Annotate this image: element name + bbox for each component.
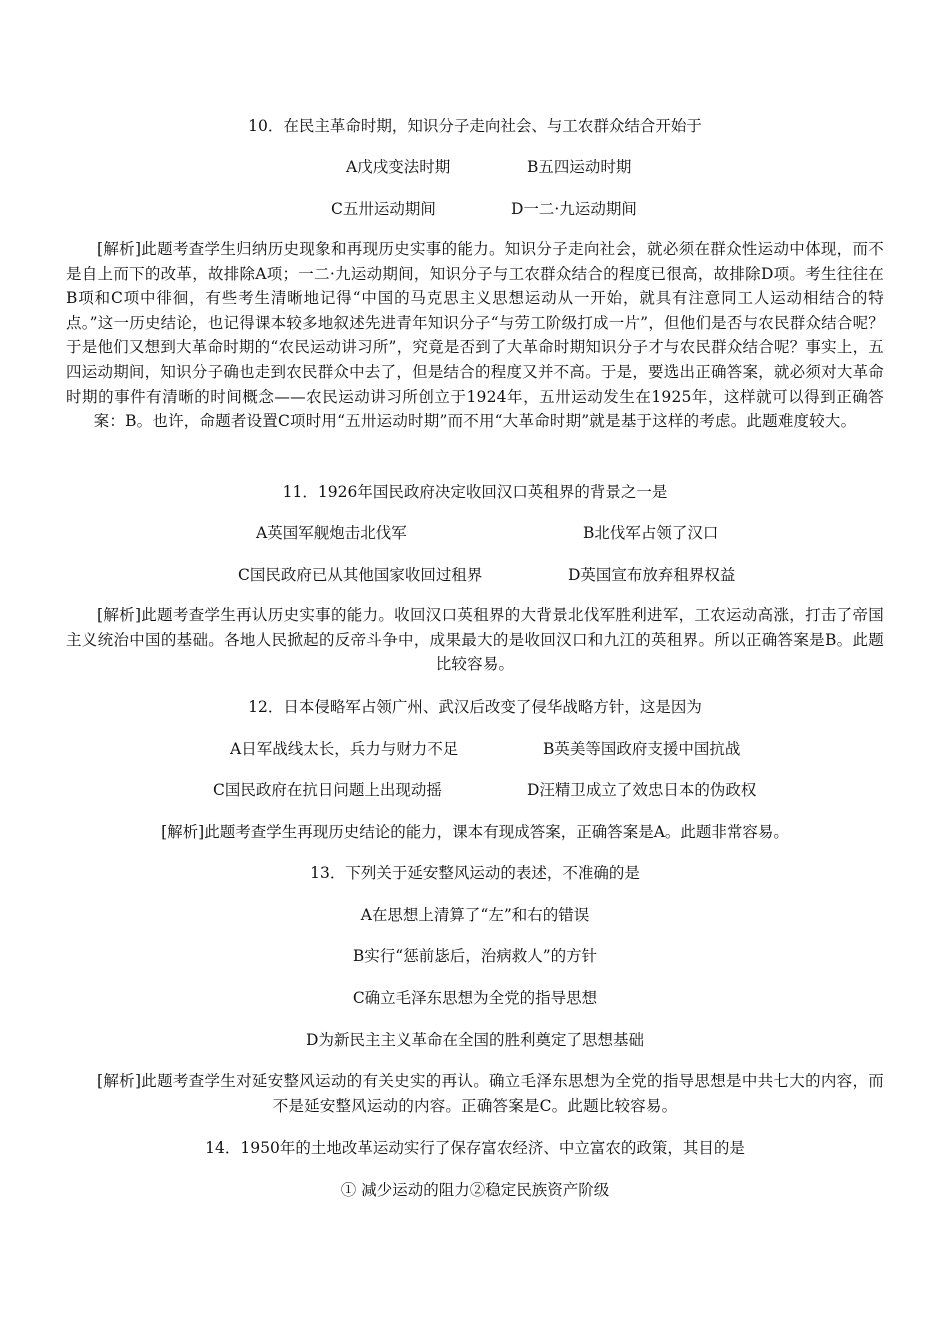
- question-12-option-d: D汪精卫成立了效忠日本的伪政权: [527, 781, 757, 799]
- question-13-analysis: [解析]此题考查学生对延安整风运动的有关史实的再认。确立毛泽东思想为全党的指导思想是中共七大的内容，而不是延安整风运动的内容。正确答案是C。此题比较容易。: [97, 1072, 884, 1115]
- question-12-option-b: B英美等国政府支援中国抗战: [543, 740, 741, 758]
- question-11-option-c: C国民政府已从其他国家收回过租界: [238, 566, 483, 584]
- question-10-option-b: B五四运动时期: [527, 158, 632, 176]
- question-13-option-b: B实行“惩前毖后，治病救人”的方针: [352, 947, 598, 965]
- question-12-option-a: A日军战线太长，兵力与财力不足: [230, 740, 459, 758]
- question-11-option-b: B北伐军占领了汉口: [583, 524, 719, 542]
- question-10-options-row-2: [0, 199, 950, 219]
- question-12-option-c: C国民政府在抗日问题上出现动摇: [213, 781, 442, 799]
- question-10-option-c: C五卅运动期间: [331, 200, 436, 218]
- question-10-options-row-1: [0, 157, 950, 177]
- question-11-stem: 11．1926年国民政府决定收回汉口英租界的背景之一是: [282, 483, 668, 501]
- question-12-analysis: [解析]此题考查学生再现历史结论的能力，课本有现成答案，正确答案是A。此题非常容易。: [161, 823, 789, 841]
- question-11-options-row-2: [0, 565, 950, 585]
- question-12-options-row-1: [0, 739, 950, 759]
- question-12-stem: 12．日本侵略军占领广州、武汉后改变了侵华战略方针，这是因为: [248, 698, 702, 716]
- question-11-option-d: D英国宣布放弃租界权益: [568, 566, 736, 584]
- question-11-analysis: [解析]此题考查学生再认历史实事的能力。收回汉口英租界的大背景北伐军胜利进军，工农运动高涨，打击了帝国主义统治中国的基础。各地人民掀起的反帝斗争中，成果最大的是收回汉口和九江的英租界。所以正确答案是B。此题比较容易。: [66, 606, 884, 674]
- question-10-stem: 10．在民主革命时期，知识分子走向社会、与工农群众结合开始于: [248, 117, 702, 135]
- question-10-option-a: A戊戌变法时期: [346, 158, 451, 176]
- question-10-option-d: D一二·九运动期间: [511, 200, 637, 218]
- question-13-option-d: D为新民主主义革命在全国的胜利奠定了思想基础: [306, 1031, 644, 1049]
- question-13-stem: 13．下列关于延安整风运动的表述，不准确的是: [310, 864, 640, 882]
- question-13-option-c: C确立毛泽东思想为全党的指导思想: [352, 989, 598, 1007]
- question-12-options-row-2: [0, 780, 950, 800]
- question-10-analysis: [解析]此题考查学生归纳历史现象和再现历史实事的能力。知识分子走向社会，就必须在群众性运动中体现，而不是自上而下的改革，故排除A项；一二·九运动期间，知识分子与工农群众结合的程度已很高，故排除D项。考生往往在B项和C项中徘徊，有些考生清晰地记得“中国的马克思主义思想运动从一开始，就具有注意同工人运动相结合的特点。”这一历史结论，也记得课本较多地叙述先进青年知识分子“与劳工阶级打成一片”，但他们是否与农民群众结合呢？于是他们又想到大革命时期的“农民运动讲习所”，究竟是否到了大革命时期知识分子才与农民群众结合呢？事实上，五四运动期间，知识分子确也走到农民群众中去了，但是结合的程度又并不高。于是，要选出正确答案，就必须对大革命时期的事件有清晰的时间概念——农民运动讲习所创立于1924年，五卅运动发生在1925年，这样就可以得到正确答案：B。也许，命题者设置C项时用“五卅运动时期”而不用“大革命时期”就是基于这样的考虑。此题难度较大。: [66, 240, 884, 431]
- question-14-stem: 14．1950年的土地改革运动实行了保存富农经济、中立富农的政策，其目的是: [205, 1139, 745, 1157]
- question-14-options: ① 减少运动的阻力②稳定民族资产阶级: [340, 1181, 610, 1199]
- question-11-options-row-1: [0, 523, 950, 543]
- question-13-option-a: A在思想上清算了“左”和右的错误: [360, 906, 590, 924]
- question-11-option-a: A英国军舰炮击北伐军: [256, 524, 407, 542]
